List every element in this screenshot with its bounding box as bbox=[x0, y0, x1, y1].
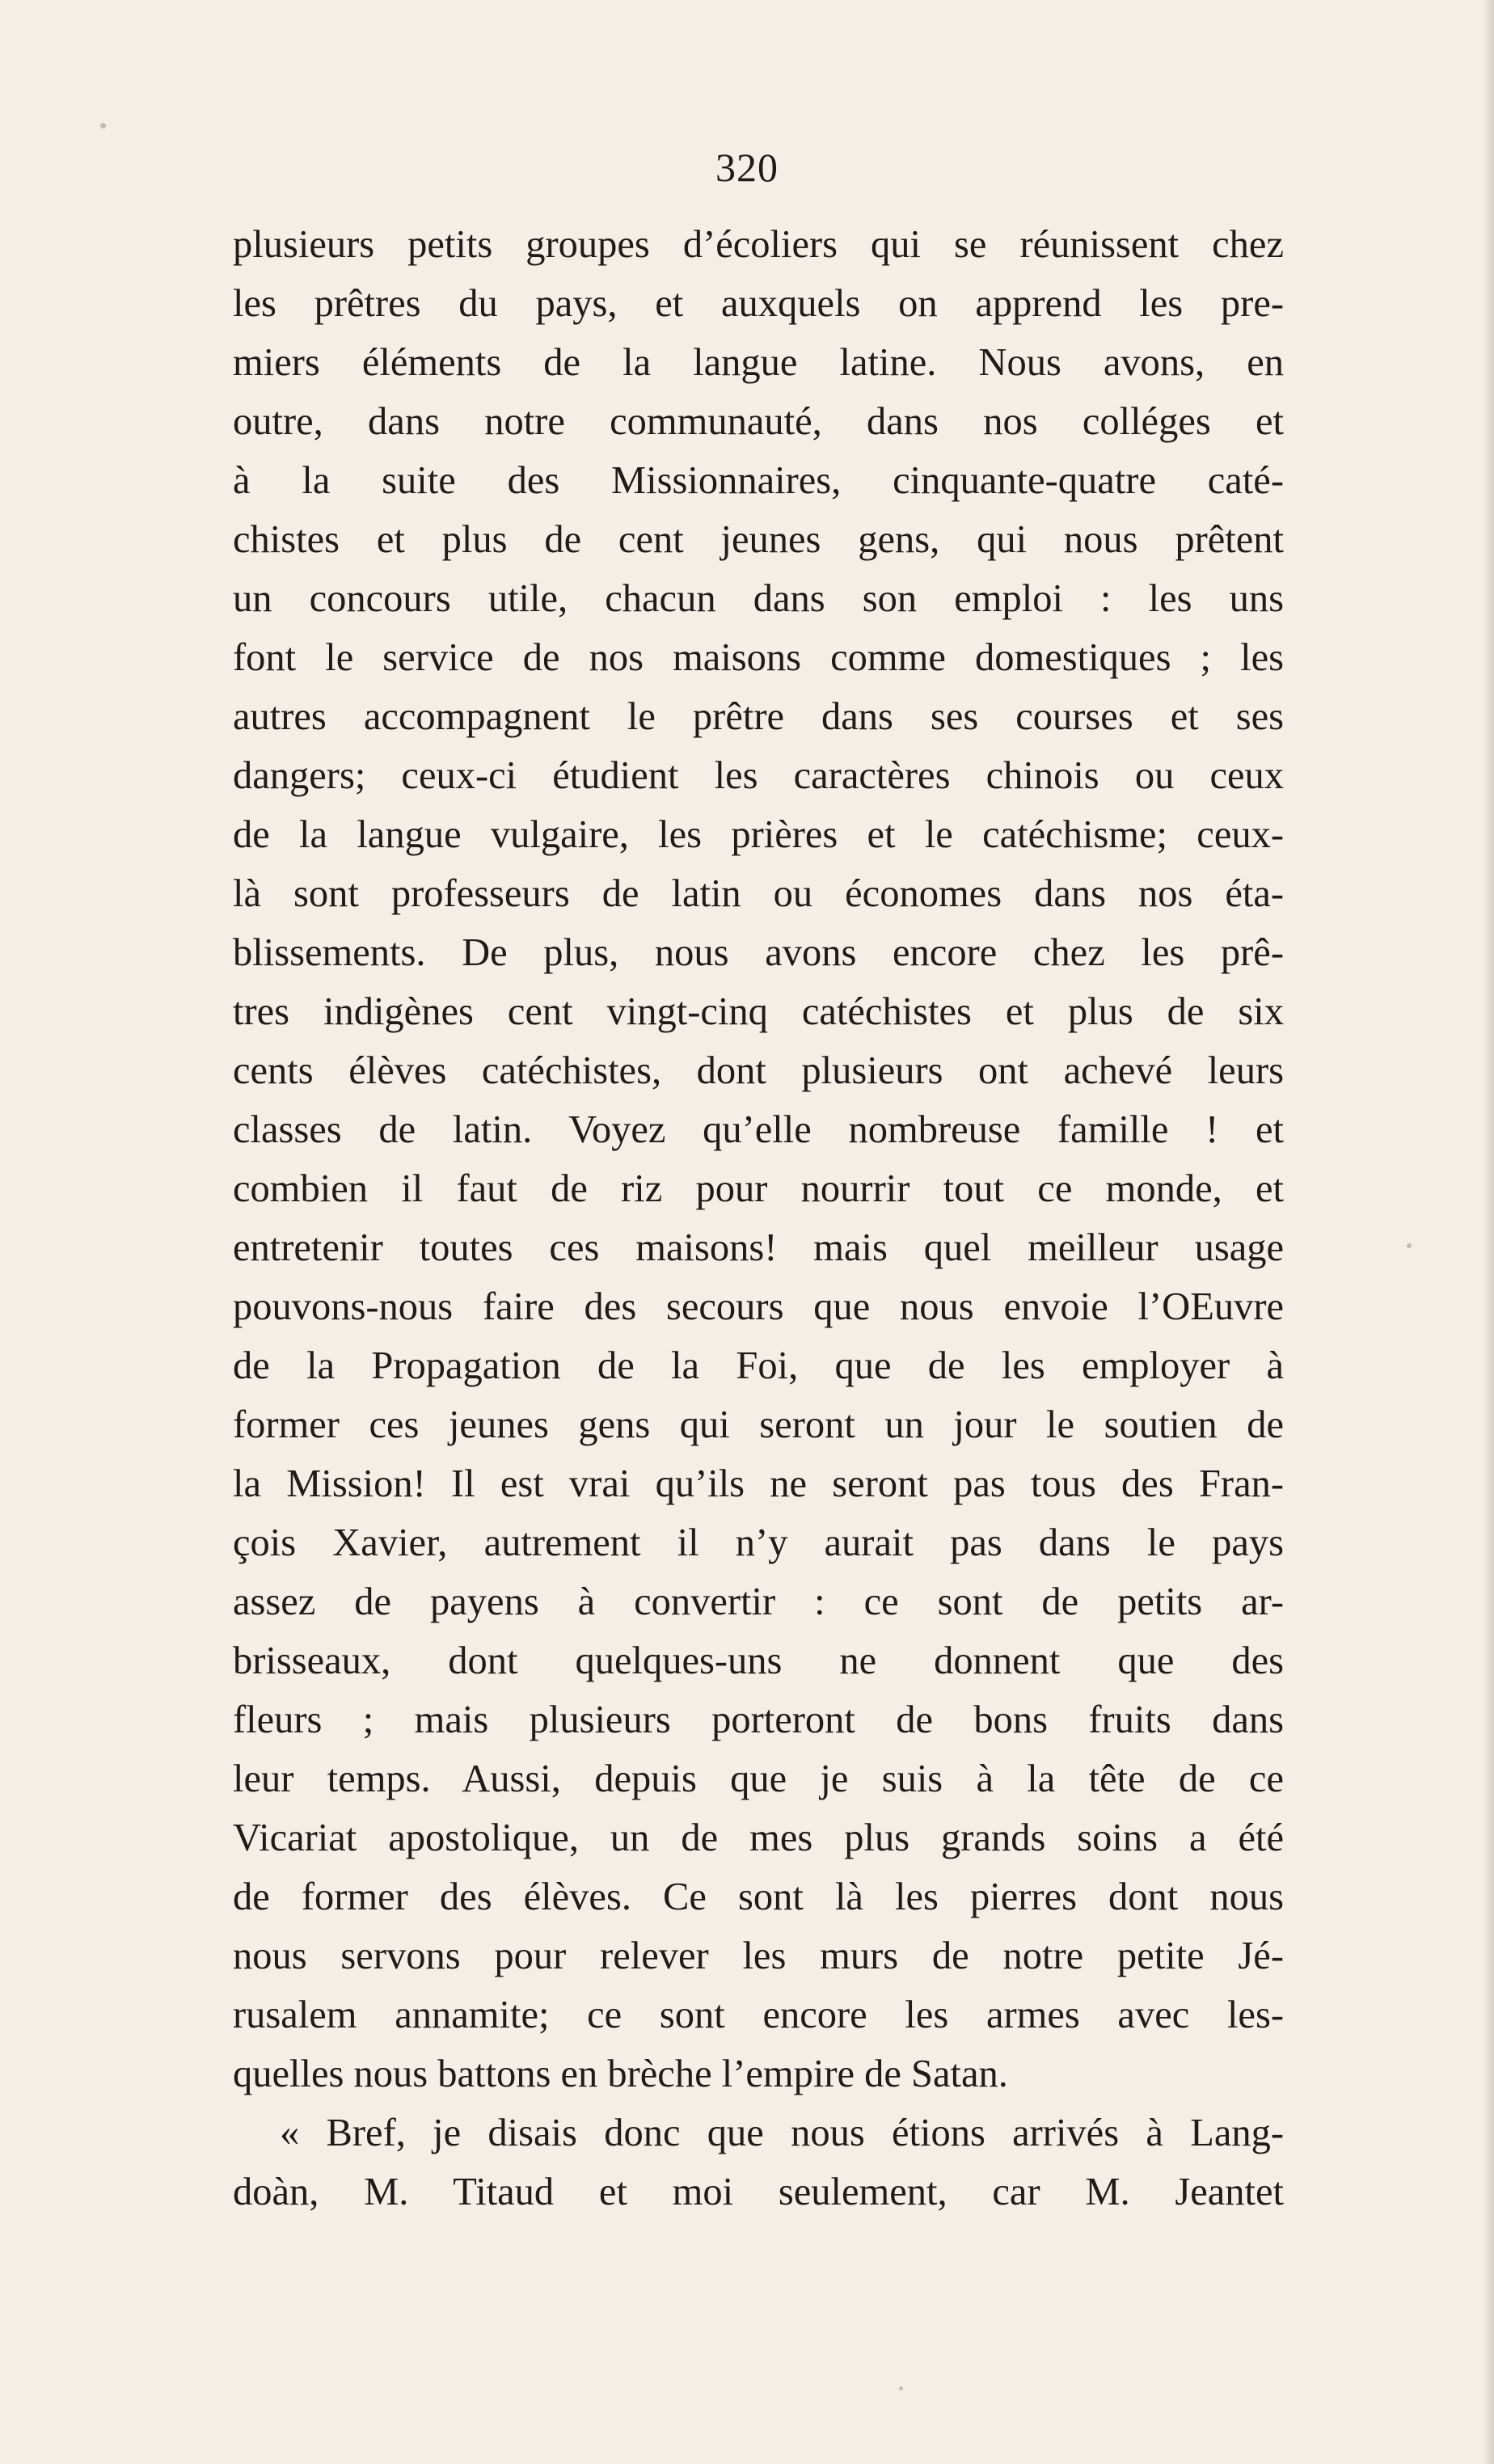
body-text bbox=[233, 215, 1284, 2221]
text-line: autres accompagnent le prêtre dans ses courses et ses bbox=[233, 695, 1284, 738]
text-line-paragraph-start: « Bref, je disais donc que nous étions arrivés à Lang- bbox=[280, 2112, 1284, 2154]
text-line: là sont professeurs de latin ou économes dans nos éta- bbox=[233, 872, 1284, 915]
paper-speck bbox=[899, 2386, 903, 2390]
text-line: les prêtres du pays, et auxquels on apprend les pre- bbox=[233, 282, 1284, 325]
text-line: nous servons pour relever les murs de notre petite Jé- bbox=[233, 1934, 1284, 1977]
text-line: assez de payens à convertir : ce sont de petits ar- bbox=[233, 1580, 1284, 1623]
paper-speck bbox=[100, 123, 106, 129]
text-line: de la langue vulgaire, les prières et le catéchisme; ceux- bbox=[233, 813, 1284, 856]
text-line: pouvons-nous faire des secours que nous envoie l’OEuvre bbox=[233, 1285, 1284, 1328]
text-line: Vicariat apostolique, un de mes plus grands soins a été bbox=[233, 1816, 1284, 1859]
text-line: la Mission! Il est vrai qu’ils ne seront pas tous des Fran- bbox=[233, 1462, 1284, 1505]
text-line: entretenir toutes ces maisons! mais quel meilleur usage bbox=[233, 1226, 1284, 1269]
text-line: de former des élèves. Ce sont là les pierres dont nous bbox=[233, 1875, 1284, 1918]
paper-speck bbox=[1407, 1243, 1412, 1248]
text-line: un concours utile, chacun dans son emploi : les uns bbox=[233, 577, 1284, 620]
text-line: outre, dans notre communauté, dans nos colléges et bbox=[233, 400, 1284, 443]
text-line: chistes et plus de cent jeunes gens, qui nous prêtent bbox=[233, 518, 1284, 561]
text-line: leur temps. Aussi, depuis que je suis à la tête de ce bbox=[233, 1757, 1284, 1800]
text-line: brisseaux, dont quelques-uns ne donnent que des bbox=[233, 1639, 1284, 1682]
text-line: plusieurs petits groupes d’écoliers qui se réunissent chez bbox=[233, 223, 1284, 266]
text-line: dangers; ceux-ci étudient les caractères chinois ou ceux bbox=[233, 754, 1284, 797]
text-line: fleurs ; mais plusieurs porteront de bons fruits dans bbox=[233, 1698, 1284, 1741]
text-line: doàn, M. Titaud et moi seulement, car M. Jeantet bbox=[233, 2171, 1284, 2213]
text-line: miers éléments de la langue latine. Nous avons, en bbox=[233, 341, 1284, 384]
text-line: çois Xavier, autrement il n’y aurait pas dans le pays bbox=[233, 1521, 1284, 1564]
text-line: former ces jeunes gens qui seront un jour le soutien de bbox=[233, 1403, 1284, 1446]
text-line: à la suite des Missionnaires, cinquante-quatre caté- bbox=[233, 459, 1284, 502]
page-edge-shadow bbox=[1483, 0, 1494, 2464]
text-line: de la Propagation de la Foi, que de les employer à bbox=[233, 1344, 1284, 1387]
text-line: blissements. De plus, nous avons encore chez les prê- bbox=[233, 931, 1284, 974]
text-line: classes de latin. Voyez qu’elle nombreuse famille ! et bbox=[233, 1108, 1284, 1151]
text-line-paragraph-end: quelles nous battons en brèche l’empire de Satan. bbox=[233, 2053, 1008, 2095]
text-line: font le service de nos maisons comme domestiques ; les bbox=[233, 636, 1284, 679]
text-line: tres indigènes cent vingt-cinq catéchistes et plus de six bbox=[233, 990, 1284, 1033]
text-line: cents élèves catéchistes, dont plusieurs ont achevé leurs bbox=[233, 1049, 1284, 1092]
text-line: rusalem annamite; ce sont encore les armes avec les- bbox=[233, 1994, 1284, 2036]
text-line: combien il faut de riz pour nourrir tout ce monde, et bbox=[233, 1167, 1284, 1210]
page-number: 320 bbox=[715, 145, 779, 190]
